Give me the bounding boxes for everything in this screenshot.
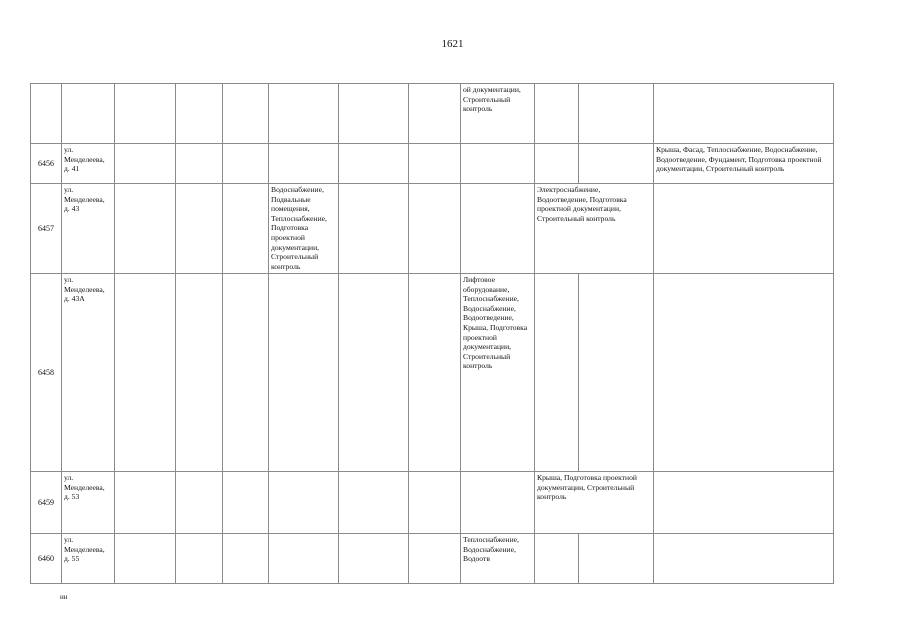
work-cell bbox=[535, 84, 579, 144]
work-cell: Лифтовое оборудование, Теплоснабжение, Водоснабжение, Водоотведение, Крыша, Подготовка проектной документации, Строительный контроль bbox=[461, 274, 535, 472]
work-cell bbox=[535, 534, 579, 584]
work-cell bbox=[269, 144, 339, 184]
table-row bbox=[31, 472, 834, 534]
work-cell: Крыша, Подготовка проектной документации, Строительный контроль bbox=[535, 472, 654, 534]
table-row bbox=[31, 534, 834, 584]
work-cell bbox=[269, 472, 339, 534]
work-cell bbox=[654, 274, 834, 472]
work-cell bbox=[535, 274, 579, 472]
work-cell bbox=[269, 84, 339, 144]
work-cell bbox=[654, 534, 834, 584]
work-cell: Электроснабжение, Водоотведение, Подготовка проектной документации, Строительный контроль bbox=[535, 184, 654, 274]
footer-mark: нн bbox=[60, 593, 68, 601]
page-number: 1621 bbox=[441, 38, 464, 50]
address-cell: ул. Менделеева, д. 43 bbox=[62, 184, 115, 274]
work-cell bbox=[654, 472, 834, 534]
work-cell bbox=[461, 184, 535, 274]
work-cell bbox=[461, 472, 535, 534]
row-number: 6460 bbox=[31, 534, 62, 584]
table-row bbox=[31, 84, 834, 144]
address-cell: ул. Менделеева, д. 41 bbox=[62, 144, 115, 184]
work-cell bbox=[269, 534, 339, 584]
table-row bbox=[31, 274, 834, 472]
work-cell bbox=[654, 84, 834, 144]
address-cell: ул. Менделеева, д. 43А bbox=[62, 274, 115, 472]
row-number: 6457 bbox=[31, 184, 62, 274]
works-table bbox=[30, 83, 834, 584]
address-cell: ул. Менделеева, д. 53 bbox=[62, 472, 115, 534]
row-number: 6458 bbox=[31, 274, 62, 472]
row-number bbox=[31, 84, 62, 144]
work-cell: Теплоснабжение, Водоснабжение, Водоотв bbox=[461, 534, 535, 584]
row-number: 6459 bbox=[31, 472, 62, 534]
work-cell: Водоснабжение, Подвальные помещения, Теплоснабжение, Подготовка проектной документации, Строительный контроль bbox=[269, 184, 339, 274]
work-cell bbox=[535, 144, 579, 184]
row-number: 6456 bbox=[31, 144, 62, 184]
work-cell: Крыша, Фасад, Теплоснабжение, Водоснабжение, Водоотведение, Фундамент, Подготовка проектной документации, Строительный контроль bbox=[654, 144, 834, 184]
address-cell bbox=[62, 84, 115, 144]
work-cell bbox=[654, 184, 834, 274]
work-cell: ой документации, Строительный контроль bbox=[461, 84, 535, 144]
table-row bbox=[31, 144, 834, 184]
address-cell: ул. Менделеева, д. 55 bbox=[62, 534, 115, 584]
table-row bbox=[31, 184, 834, 274]
work-cell bbox=[461, 144, 535, 184]
work-cell bbox=[269, 274, 339, 472]
